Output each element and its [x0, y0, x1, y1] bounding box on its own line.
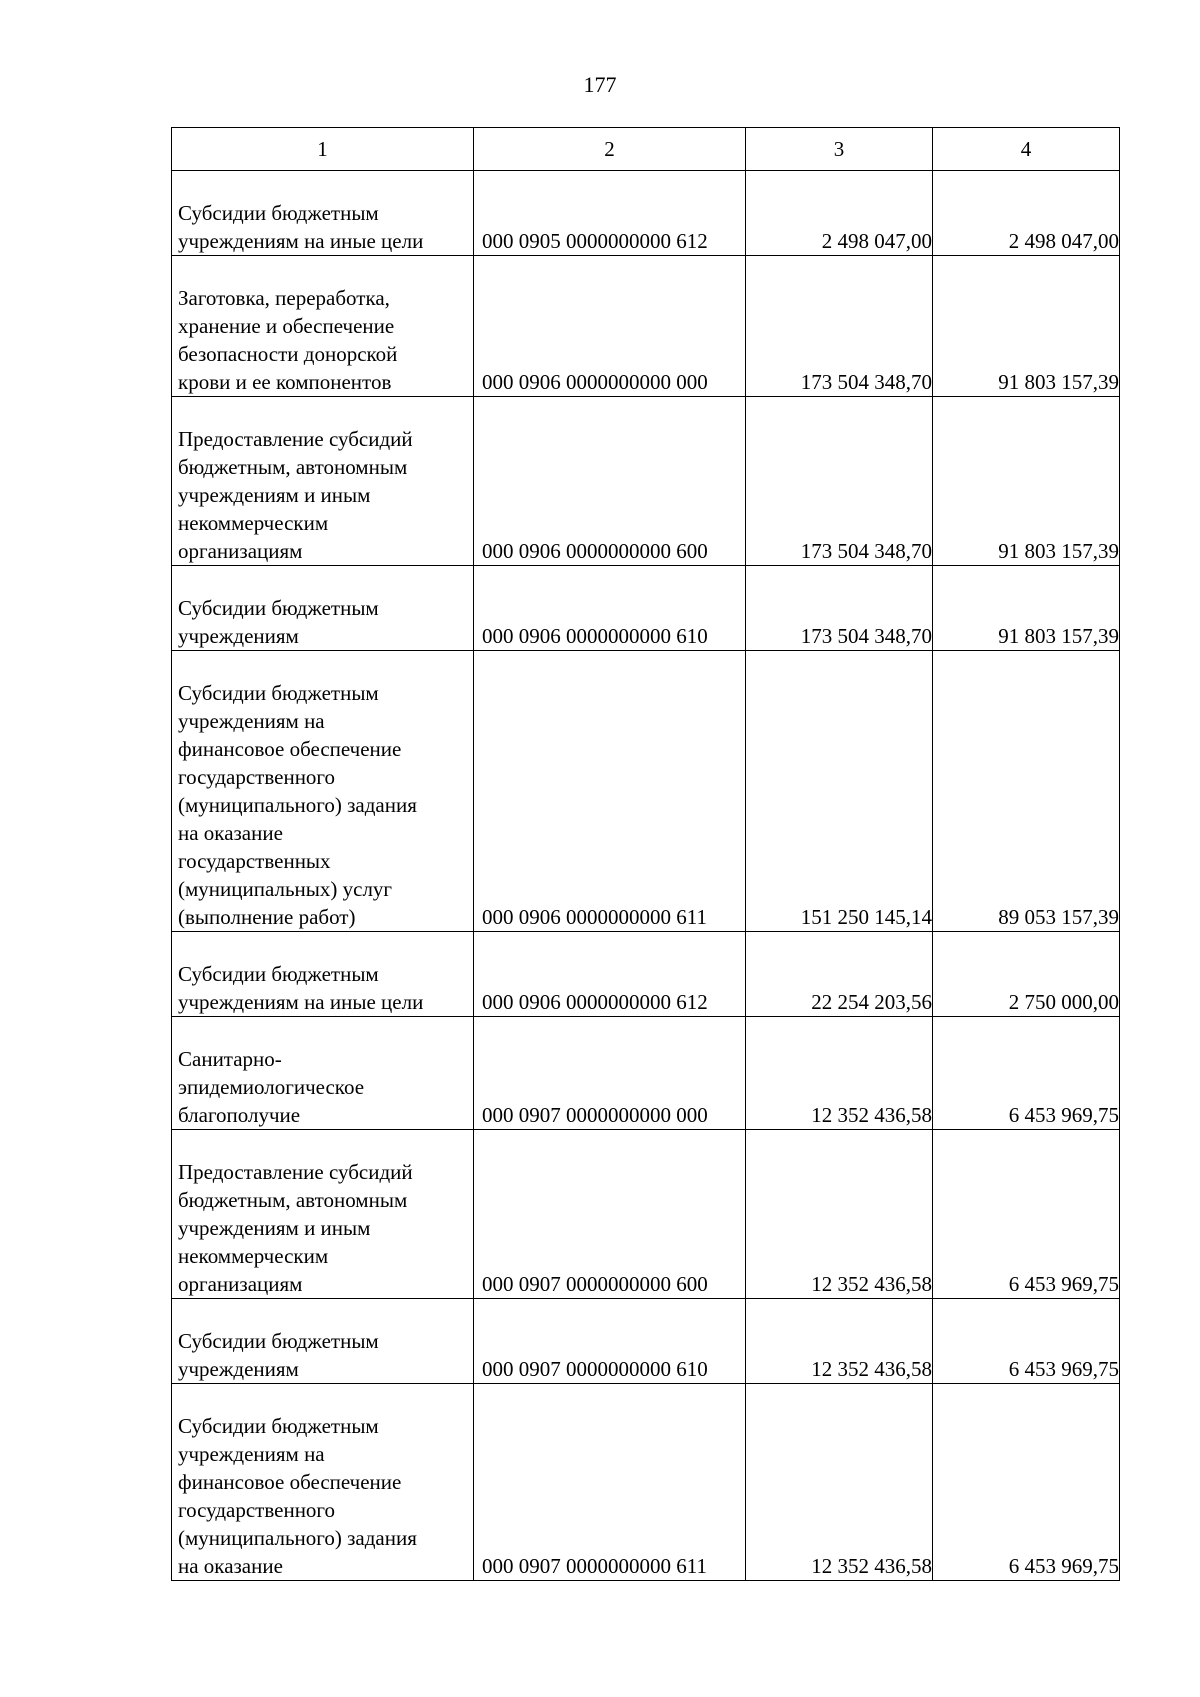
row-code-cell: 000 0907 0000000000 000 — [474, 1017, 746, 1130]
table-row — [172, 1299, 1120, 1384]
column-header-2: 2 — [474, 128, 746, 171]
row-value-col3-cell: 173 504 348,70 — [746, 256, 933, 397]
row-value-col4-cell: 6 453 969,75 — [933, 1384, 1120, 1581]
row-value-col4-cell: 6 453 969,75 — [933, 1299, 1120, 1384]
column-header-1: 1 — [172, 128, 474, 171]
table-row — [172, 1017, 1120, 1130]
table-row — [172, 566, 1120, 651]
page-number: 177 — [583, 72, 617, 97]
budget-table — [171, 127, 1120, 1581]
row-value-col3-cell: 12 352 436,58 — [746, 1130, 933, 1299]
row-code-cell: 000 0907 0000000000 600 — [474, 1130, 746, 1299]
row-value-col3-cell: 12 352 436,58 — [746, 1384, 933, 1581]
row-name-cell: Субсидии бюджетным учреждениям на иные цели — [172, 932, 474, 1017]
row-name-cell: Санитарно- эпидемиологическое благополучие — [172, 1017, 474, 1130]
column-header-3: 3 — [746, 128, 933, 171]
row-name-cell: Субсидии бюджетным учреждениям — [172, 566, 474, 651]
column-header-4: 4 — [933, 128, 1120, 171]
row-value-col3-cell: 22 254 203,56 — [746, 932, 933, 1017]
row-value-col3-cell: 12 352 436,58 — [746, 1017, 933, 1130]
row-name-cell: Предоставление субсидий бюджетным, автономным учреждениям и иным некоммерческим организациям — [172, 397, 474, 566]
row-code-cell: 000 0907 0000000000 611 — [474, 1384, 746, 1581]
table-header-row — [172, 128, 1120, 171]
row-value-col3-cell: 173 504 348,70 — [746, 397, 933, 566]
table-row — [172, 932, 1120, 1017]
table-row — [172, 651, 1120, 932]
row-value-col4-cell: 91 803 157,39 — [933, 397, 1120, 566]
row-code-cell: 000 0906 0000000000 610 — [474, 566, 746, 651]
row-code-cell: 000 0905 0000000000 612 — [474, 171, 746, 256]
row-code-cell: 000 0906 0000000000 000 — [474, 256, 746, 397]
row-value-col4-cell: 6 453 969,75 — [933, 1130, 1120, 1299]
row-name-cell: Субсидии бюджетным учреждениям — [172, 1299, 474, 1384]
row-name-cell: Субсидии бюджетным учреждениям на финансовое обеспечение государственного (муниципального) задания на оказание — [172, 1384, 474, 1581]
row-name-cell: Субсидии бюджетным учреждениям на финансовое обеспечение государственного (муниципального) задания на оказание государственных (муниципальных) услуг (выполнение работ) — [172, 651, 474, 932]
table-row — [172, 171, 1120, 256]
row-code-cell: 000 0906 0000000000 611 — [474, 651, 746, 932]
row-value-col4-cell: 2 750 000,00 — [933, 932, 1120, 1017]
row-name-cell: Заготовка, переработка, хранение и обеспечение безопасности донорской крови и ее компонентов — [172, 256, 474, 397]
row-value-col4-cell: 89 053 157,39 — [933, 651, 1120, 932]
row-value-col4-cell: 91 803 157,39 — [933, 566, 1120, 651]
table-row — [172, 1384, 1120, 1581]
row-value-col3-cell: 12 352 436,58 — [746, 1299, 933, 1384]
row-value-col3-cell: 151 250 145,14 — [746, 651, 933, 932]
table-row — [172, 1130, 1120, 1299]
row-value-col4-cell: 6 453 969,75 — [933, 1017, 1120, 1130]
row-code-cell: 000 0906 0000000000 612 — [474, 932, 746, 1017]
row-code-cell: 000 0906 0000000000 600 — [474, 397, 746, 566]
row-value-col4-cell: 2 498 047,00 — [933, 171, 1120, 256]
table-row — [172, 256, 1120, 397]
table-row — [172, 397, 1120, 566]
row-value-col4-cell: 91 803 157,39 — [933, 256, 1120, 397]
row-code-cell: 000 0907 0000000000 610 — [474, 1299, 746, 1384]
row-value-col3-cell: 2 498 047,00 — [746, 171, 933, 256]
row-name-cell: Предоставление субсидий бюджетным, автономным учреждениям и иным некоммерческим организациям — [172, 1130, 474, 1299]
row-value-col3-cell: 173 504 348,70 — [746, 566, 933, 651]
row-name-cell: Субсидии бюджетным учреждениям на иные цели — [172, 171, 474, 256]
